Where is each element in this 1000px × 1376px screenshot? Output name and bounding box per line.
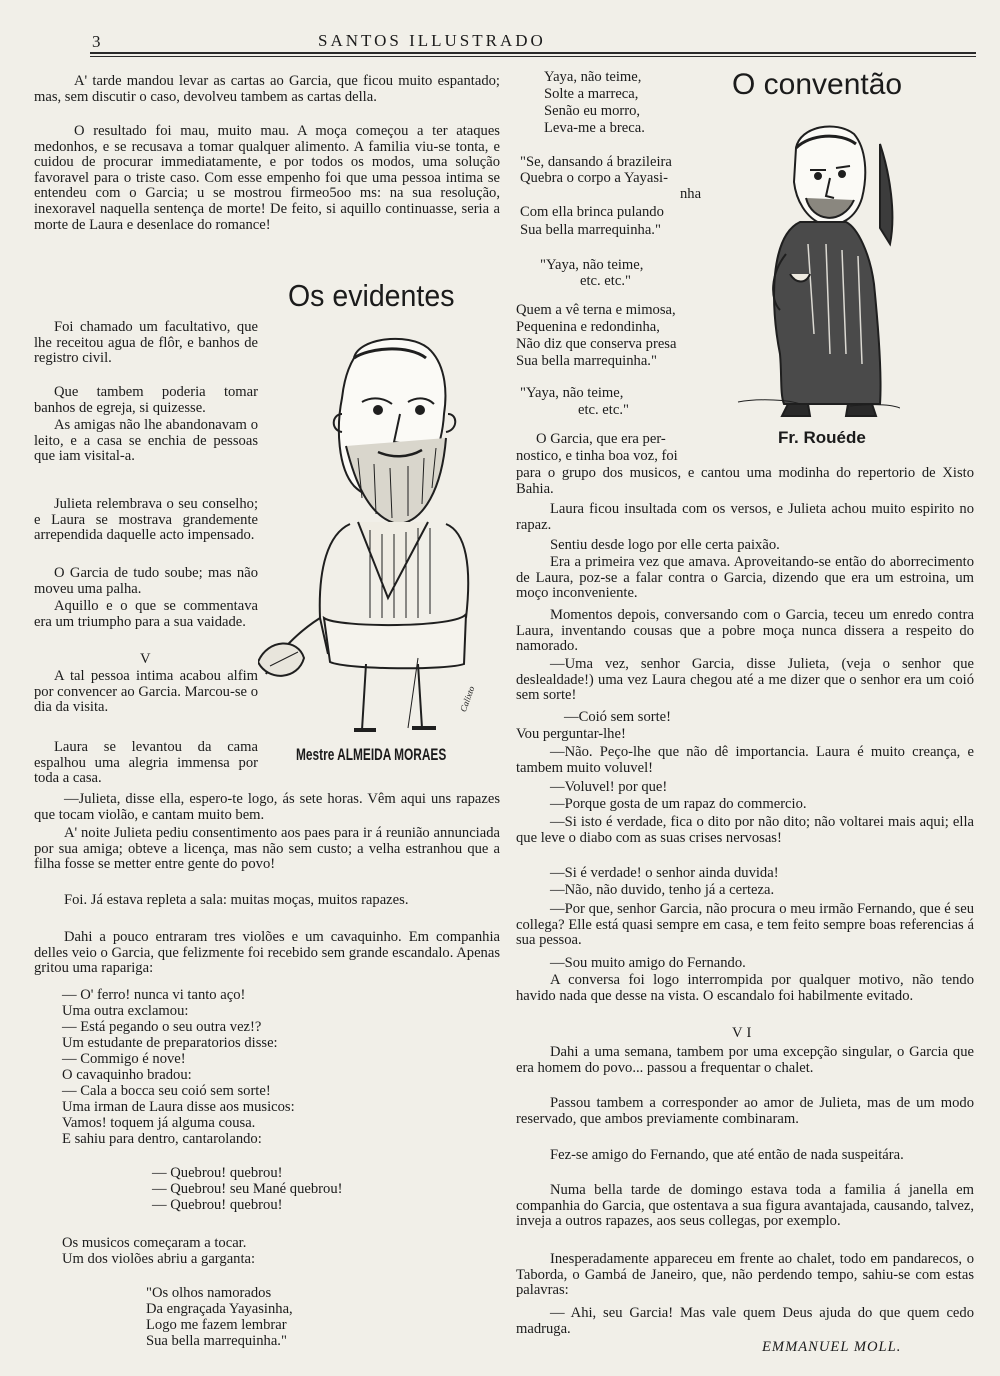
verse-line: "Se, dansando á brazileira [520,154,672,170]
verse-line: etc. etc." [580,273,631,289]
narrative-line: Os musicos começaram a tocar. [62,1235,247,1251]
paragraph: O resultado foi mau, muito mau. A moça começou a ter ataques medonhos, e se recusava a tomar qualquer alimento. A familia viu-se tonta, e cuidou de procurar immediatamente, e por todos os modos, uma solução favoravel para o triste caso. Com esse empenho foi que uma pessoa intima se entendeu com o Garcia; u se mostrou firmeo5oo ms: na sua resolução, inexoravel naquella sentença de morte! De feito, si aquillo continuasse, seria a morte de Laura e desenlace do romance! [34,123,500,233]
paragraph: Era a primeira vez que amava. Aproveitando-se então do aborrecimento de Laura, poz-se a falar contra o Garcia, dizendo que era um estroina, um moço inconveniente. [516,554,974,602]
verse-line: Não diz que conserva presa [516,336,677,352]
verse-line: etc. etc." [578,402,629,418]
paragraph: As amigas não lhe abandonavam o leito, e a casa se enchia de pessoas que iam visital-a. [34,417,258,465]
dialogue-line: O cavaquinho bradou: [62,1067,192,1083]
caricature-title: O conventão [732,68,903,101]
paragraph: —Uma vez, senhor Garcia, disse Julieta, (veja o senhor que deslealdade!) uma vez Laura chegou até a me dizer que o senhor era um coió sem sorte! [516,656,974,704]
paragraph: A tal pessoa intima acabou alfim por convencer ao Garcia. Marcou-se o dia da visita. [34,668,258,716]
paragraph: Momentos depois, conversando com o Garcia, teceu um enredo contra Laura, inventando cousas que a pobre moça nunca dissera a respeito do namorado. [516,607,974,655]
paragraph: —Si é verdade! o senhor ainda duvida! [550,865,779,881]
dialogue-line: — Commigo é nove! [62,1051,186,1067]
verse-line: nha [680,186,702,202]
song-line: — Quebrou! quebrou! [152,1197,283,1213]
verse-line: Solte a marreca, [544,86,639,102]
paragraph: —Porque gosta de um rapaz do commercio. [550,796,807,812]
dialogue-line: Vamos! toquem já alguma cousa. [62,1115,256,1131]
paragraph: —Não. Peço-lhe que não dê importancia. Laura é muito creança, e tambem muito voluvel! [516,744,974,776]
paragraph: —Voluvel! por que! [550,779,668,795]
paragraph: Passou tambem a corresponder ao amor de Julieta, mas de um modo reservado, que ambos previamente combinaram. [516,1095,974,1127]
paragraph: A conversa foi logo interrompida por qualquer motivo, não tendo havido nada que desse na vista. O escandalo foi habilmente evitado. [516,972,974,1004]
paragraph: Dahi a pouco entraram tres violões e um cavaquinho. Em companhia delles veio o Garcia, que felizmente foi recebido sem grande escandalo. Apenas gritou uma rapariga: [34,929,500,977]
verse-line: "Yaya, não teime, [540,257,644,273]
narrative-line: nostico, e tinha boa voz, foi [516,448,678,464]
dialogue-line: E sahiu para dentro, cantarolando: [62,1131,262,1147]
paragraph: —Não, não duvido, tenho já a certeza. [550,882,775,898]
verse-line: Senão eu morro, [544,103,641,119]
caricature-caption: Fr. Rouéde [778,428,866,447]
dialogue-line: Um estudante de preparatorios disse: [62,1035,278,1051]
masthead-title: SANTOS ILLUSTRADO [318,31,546,50]
paragraph: Julieta relembrava o seu conselho; e Laura se mostrava grandemente arrependida daquelle acto impensado. [34,496,258,544]
paragraph: Inesperadamente appareceu em frente ao chalet, todo em pandarecos, o Taborda, o Gambá de Janeiro, que, não perdendo tempo, sahiu-se com estas palavras: [516,1251,974,1299]
verse-line: Com ella brinca pulando [520,204,664,220]
verse-line: Sua bella marrequinha." [520,222,661,238]
header-rule [90,52,976,54]
dialogue-line: — Está pegando o seu outra vez!? [62,1019,262,1035]
verse-line: Sua bella marrequinha." [516,353,657,369]
dialogue-line: Uma outra exclamou: [62,1003,189,1019]
caricature-caption: Mestre ALMEIDA MORAES [296,746,447,764]
paragraph: A' tarde mandou levar as cartas ao Garcia, que ficou muito espantado; mas, sem discutir o caso, devolveu tambem as cartas della. [34,73,500,105]
section-heading: VI [732,1025,756,1041]
verse-line: Leva-me a breca. [544,120,645,136]
verse-line: Quem a vê terna e mimosa, [516,302,676,318]
caricature-drawing [258,318,502,738]
verse-line: "Yaya, não teime, [520,385,624,401]
dialogue-line: Uma irman de Laura disse aos musicos: [62,1099,295,1115]
song-line: Da engraçada Yayasinha, [146,1301,293,1317]
artist-signature: Calixto [458,684,477,714]
paragraph: Foi chamado um facultativo, que lhe receitou agua de flôr, e banhos de registro civil. [34,319,258,367]
page-number: 3 [92,32,101,51]
paragraph: — Ahi, seu Garcia! Mas vale quem Deus ajuda do que quem cedo madruga. [516,1305,974,1337]
paragraph: —Julieta, disse ella, espero-te logo, ás sete horas. Vêm aqui uns rapazes que tocam violão, e cantam muito bem. [34,791,500,823]
paragraph: Que tambem poderia tomar banhos de egreja, si quizesse. [34,384,258,416]
section-heading: V [140,651,151,667]
dialogue-line: — Cala a bocca seu coió sem sorte! [62,1083,271,1099]
paragraph: Dahi a uma semana, tambem por uma excepção singular, o Garcia que era homem do povo... passou a frequentar o chalet. [516,1044,974,1076]
caricature-title: Os evidentes [288,278,455,313]
paragraph: O Garcia de tudo soube; mas não moveu uma palha. [34,565,258,597]
verse-line: Pequenina e redondinha, [516,319,660,335]
caricature-drawing [730,104,900,422]
paragraph: Foi. Já estava repleta a sala: muitas moças, muitos rapazes. [64,892,409,908]
paragraph: —Sou muito amigo do Fernando. [550,955,746,971]
paragraph: Laura se levantou da cama espalhou uma alegria immensa por toda a casa. [34,739,258,787]
song-line: — Quebrou! seu Mané quebrou! [152,1181,343,1197]
paragraph: A' noite Julieta pediu consentimento aos paes para ir á reunião annunciada por sua amiga; obteve a licença, mas não sem custo; a velha estranhou que a filha fosse se metter entre gente do povo! [34,825,500,873]
paragraph: Vou perguntar-lhe! [516,726,626,742]
header-rule-thin [90,56,976,57]
narrative-line: Um dos violões abriu a garganta: [62,1251,256,1267]
paragraph: Aquillo e o que se commentava era um triumpho para a sua vaidade. [34,598,258,630]
dialogue-line: — O' ferro! nunca vi tanto aço! [62,987,246,1003]
narrative-line: O Garcia, que era per- [536,431,666,447]
paragraph: Numa bella tarde de domingo estava toda a familia á janella em companhia do Garcia, que ostentava a sua figura avantajada, causando, talvez, inveja a outros rapazes, aos seus collegas, por exemplo. [516,1182,974,1230]
verse-line: Yaya, não teime, [544,69,642,85]
song-line: "Os olhos namorados [146,1285,272,1301]
author-signature: EMMANUEL MOLL. [762,1339,902,1355]
verse-line: Quebra o corpo a Yayasi- [520,170,668,186]
paragraph: Laura ficou insultada com os versos, e Julieta achou muito espirito no rapaz. [516,501,974,533]
song-line: — Quebrou! quebrou! [152,1165,283,1181]
paragraph: Sentiu desde logo por elle certa paixão. [550,537,780,553]
paragraph: Fez-se amigo do Fernando, que até então de nada suspeitára. [550,1147,904,1163]
paragraph: para o grupo dos musicos, e cantou uma modinha do repertorio de Xisto Bahia. [516,465,974,497]
paragraph: —Si isto é verdade, fica o dito por não dito; não voltarei mais aqui; ella que leve o diabo com as suas crises nervosas! [516,814,974,846]
paragraph: —Coió sem sorte! [564,709,672,725]
paragraph: —Por que, senhor Garcia, não procura o meu irmão Fernando, que é seu collega? Elle está quasi sempre em casa, e tem feito sempre boas referencias á sua pessoa. [516,901,974,949]
song-line: Sua bella marrequinha." [146,1333,287,1349]
song-line: Logo me fazem lembrar [146,1317,287,1333]
